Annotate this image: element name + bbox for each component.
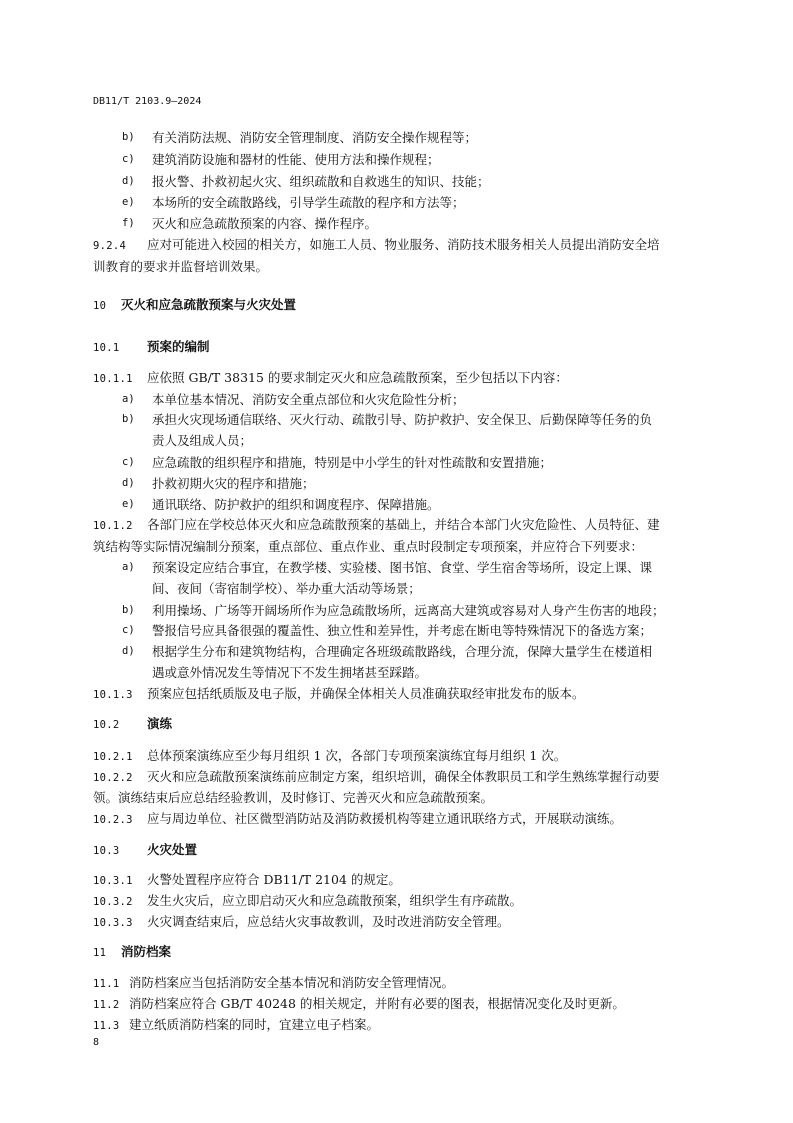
clause-text: 应对可能进入校园的相关方，如施工人员、物业服务、消防技术服务相关人员提出消防安全培: [147, 237, 660, 252]
list-text: 根据学生分布和建筑物结构，合理确定各班级疏散路线，合理分流，保障大量学生在楼道相: [152, 644, 653, 659]
clause-10-1-2: [93, 517, 793, 534]
section-number: 10.3: [93, 845, 120, 857]
clause-number: 9.2.4: [93, 240, 127, 252]
list-text-continuation: 遇或意外情况发生等情况下不发生拥堵甚至踩踏。: [152, 665, 428, 680]
list-label: a): [122, 561, 135, 573]
clause-text: 应与周边单位、社区微型消防站及消防救援机构等建立通讯联络方式，开展联动演练。: [147, 811, 623, 826]
clause-number: 11.2: [93, 999, 120, 1011]
list-text-continuation: 责人及组成人员；: [152, 433, 253, 448]
section-heading-10: [93, 297, 793, 314]
list-text: 建筑消防设施和器材的性能、使用方法和操作规程；: [152, 152, 440, 167]
section-number: 10.2: [93, 719, 120, 731]
list-label: e): [122, 498, 135, 510]
section-title: 预案的编制: [147, 339, 210, 354]
clause-continuation: 筑结构等实际情况编制分预案，重点部位、重点作业、重点时段制定专项预案，并应符合下列要求：: [93, 539, 644, 554]
list-text: 本单位基本情况、消防安全重点部位和火灾危险性分析；: [152, 392, 465, 407]
clause-number: 10.2.3: [93, 814, 133, 826]
section-title: 演练: [147, 716, 173, 731]
page-number: 8: [93, 1037, 100, 1048]
list-text: 本场所的安全疏散路线，引导学生疏散的程序和方法等；: [152, 195, 465, 210]
list-label: c): [122, 456, 135, 468]
clause-10-1-3: [93, 686, 793, 703]
clause-text: 火灾调查结束后，应总结火灾事故教训，及时改进消防安全管理。: [147, 914, 510, 929]
clause-number: 10.3.1: [93, 875, 133, 887]
clause-number: 10.2.1: [93, 751, 133, 763]
list-text: 利用操场、广场等开阔场所作为应急疏散场所，远离高大建筑或容易对人身产生伤害的地段；: [152, 603, 665, 618]
clause-10-3-3: [93, 914, 793, 931]
clause-10-3-1: [93, 872, 793, 889]
list-label: b): [122, 604, 135, 616]
section-heading-10-1: [93, 339, 793, 356]
clause-10-2-3: [93, 811, 793, 828]
list-text-continuation: 间、夜间（寄宿制学校）、举办重大活动等场景；: [152, 581, 421, 596]
list-label: c): [122, 153, 135, 165]
list-text: 警报信号应具备很强的覆盖性、独立性和差异性，并考虑在断电等特殊情况下的备选方案；: [152, 623, 653, 638]
list-text: 应急疏散的组织程序和措施，特别是中小学生的针对性疏散和安置措施；: [152, 455, 553, 470]
clause-number: 11.1: [93, 978, 120, 990]
section-title: 消防档案: [121, 944, 172, 959]
clause-10-3-2: [93, 893, 793, 910]
clause-11-2: [93, 996, 793, 1013]
document-header: DB11/T 2103.9—2024: [93, 96, 202, 107]
list-text: 报火警、扑救初起火灾、组织疏散和自救逃生的知识、技能；: [152, 174, 490, 189]
clause-text: 建立纸质消防档案的同时，宜建立电子档案。: [129, 1017, 380, 1032]
section-heading-10-2: [93, 716, 793, 733]
clause-text: 消防档案应当包括消防安全基本情况和消防安全管理情况。: [129, 975, 455, 990]
clause-number: 10.3.2: [93, 896, 133, 908]
section-number: 11: [93, 947, 107, 959]
clause-9-2-4: [93, 237, 793, 254]
clause-number: 10.2.2: [93, 772, 133, 784]
clause-11-3: [93, 1017, 793, 1034]
clause-continuation: 领。演练结束后应总结经验教训，及时修订、完善灭火和应急疏散预案。: [93, 790, 494, 805]
list-text: 有关消防法规、消防安全管理制度、消防安全操作规程等；: [152, 130, 478, 145]
list-label: a): [122, 393, 135, 405]
list-label: d): [122, 175, 135, 187]
clause-number: 11.3: [93, 1020, 120, 1032]
clause-10-2-2: [93, 769, 793, 786]
list-label: b): [122, 413, 135, 425]
section-heading-11: [93, 944, 793, 961]
list-label: d): [122, 645, 135, 657]
clause-text: 预案应包括纸质版及电子版，并确保全体相关人员准确获取经审批发布的版本。: [147, 686, 585, 701]
list-text: 扑救初期火灾的程序和措施；: [152, 476, 315, 491]
clause-number: 10.1.3: [93, 689, 133, 701]
list-text: 预案设定应结合事宜，在教学楼、实验楼、图书馆、食堂、学生宿舍等场所，设定上课、课: [152, 560, 653, 575]
clause-continuation: 训教育的要求并监督培训效果。: [93, 259, 269, 274]
list-text: 承担火灾现场通信联络、灭火行动、疏散引导、防护救护、安全保卫、后勤保障等任务的负: [152, 412, 653, 427]
clause-number: 10.1.2: [93, 520, 133, 532]
section-title: 灭火和应急疏散预案与火灾处置: [121, 297, 297, 312]
clause-11-1: [93, 975, 793, 992]
section-title: 火灾处置: [147, 842, 198, 857]
list-label: f): [122, 217, 135, 229]
clause-text: 灭火和应急疏散预案演练前应制定方案，组织培训，确保全体教职员工和学生熟练掌握行动要: [147, 769, 660, 784]
list-text: 通讯联络、防护救护的组织和调度程序、保障措施。: [152, 497, 440, 512]
clause-text: 总体预案演练应至少每月组织 1 次，各部门专项预案演练宜每月组织 1 次。: [147, 748, 567, 763]
list-label: e): [122, 196, 135, 208]
list-label: d): [122, 477, 135, 489]
section-number: 10: [93, 300, 107, 312]
list-label: c): [122, 624, 135, 636]
section-number: 10.1: [93, 342, 120, 354]
list-text: 灭火和应急疏散预案的内容、操作程序。: [152, 216, 378, 231]
clause-10-1-1: [93, 370, 793, 387]
clause-text: 应依照 GB/T 38315 的要求制定灭火和应急疏散预案，至少包括以下内容：: [147, 370, 568, 385]
clause-text: 发生火灾后，应立即启动灭火和应急疏散预案，组织学生有序疏散。: [147, 893, 523, 908]
clause-10-2-1: [93, 748, 793, 765]
clause-number: 10.3.3: [93, 917, 133, 929]
clause-text: 消防档案应符合 GB/T 40248 的相关规定，并附有必要的图表，根据情况变化及时更新。: [129, 996, 625, 1011]
section-heading-10-3: [93, 842, 793, 859]
clause-number: 10.1.1: [93, 373, 133, 385]
clause-text: 火警处置程序应符合 DB11/T 2104 的规定。: [147, 872, 401, 887]
list-label: b): [122, 131, 135, 143]
clause-text: 各部门应在学校总体灭火和应急疏散预案的基础上，并结合本部门火灾危险性、人员特征、建: [147, 517, 660, 532]
